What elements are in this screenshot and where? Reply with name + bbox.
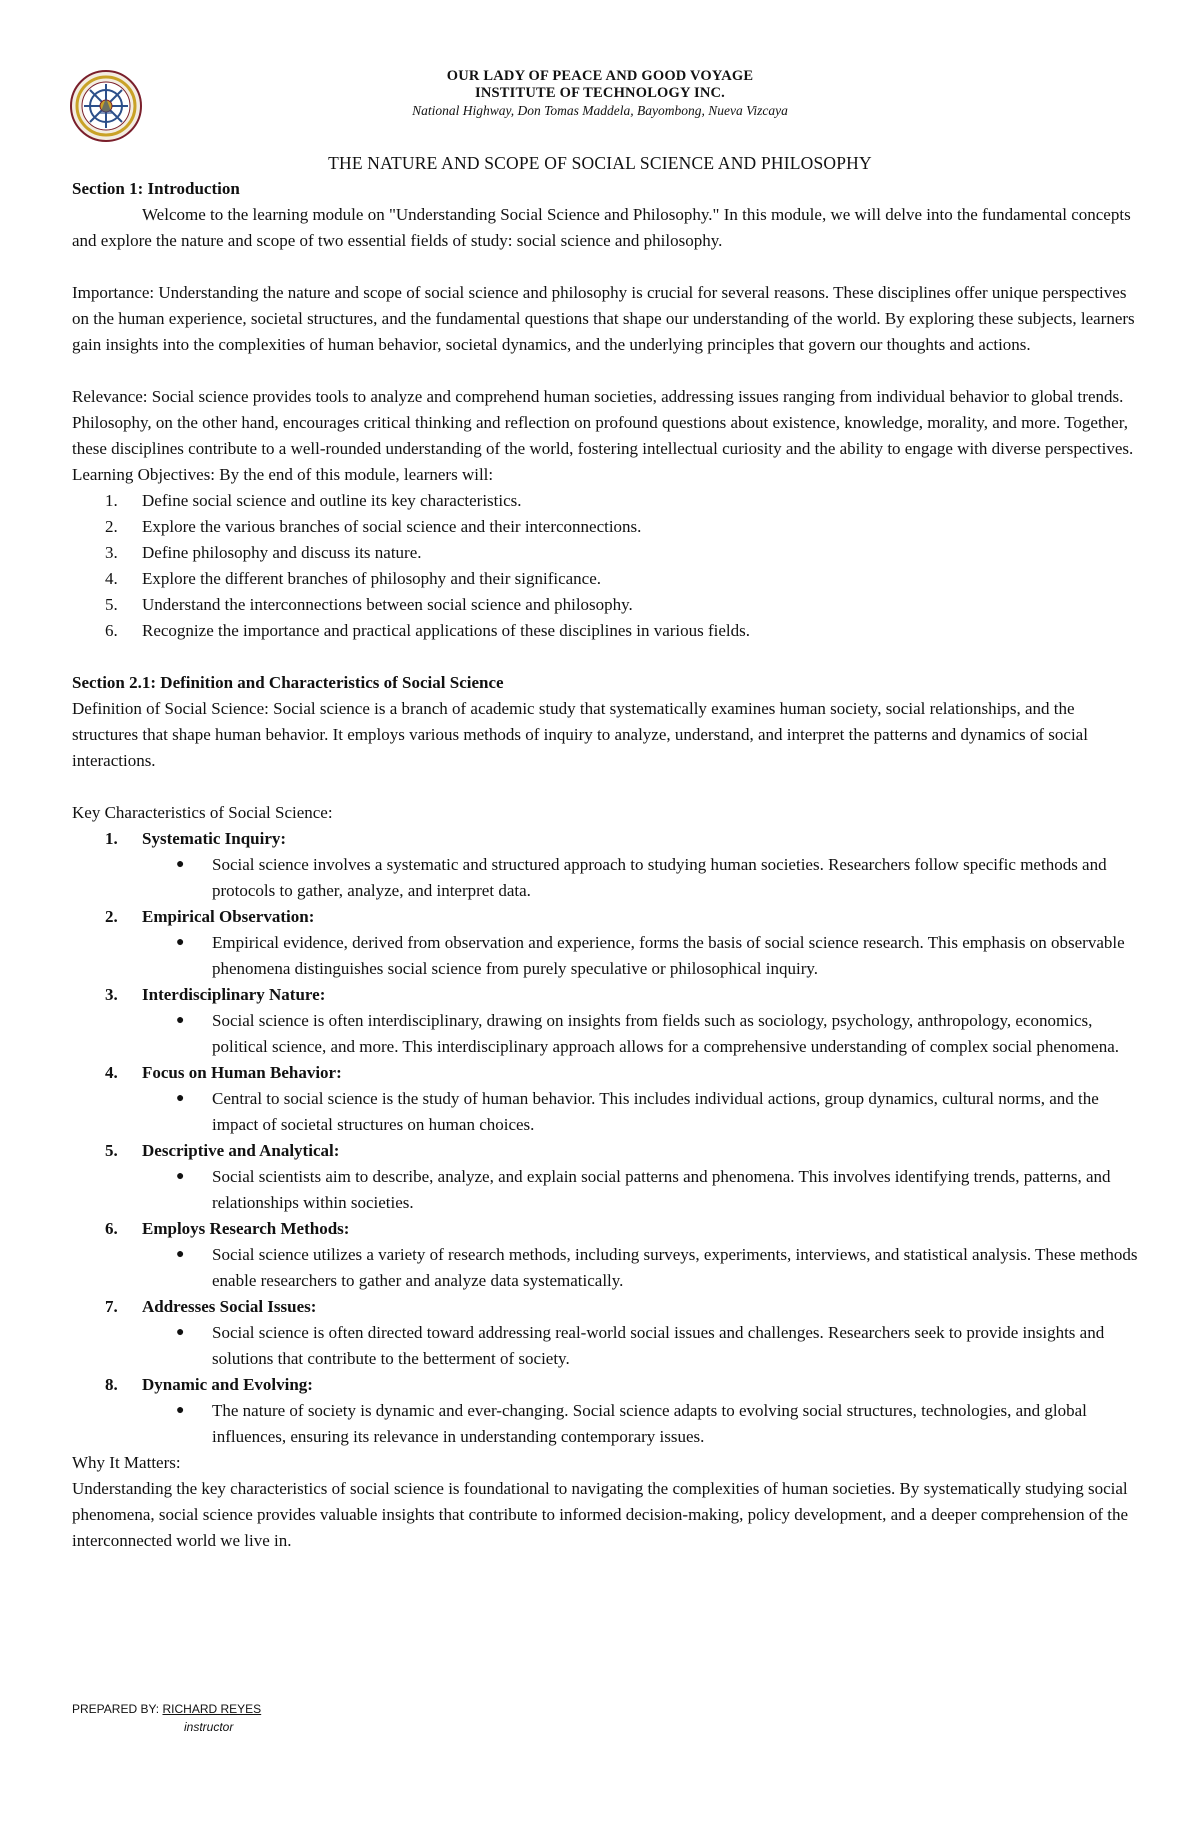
why-it-matters-heading: Why It Matters: <box>72 1453 181 1472</box>
definition-paragraph: Definition of Social Science: Social science is a branch of academic study that systematically examines human society, social relationships, and the structures that shape human behavior. It employs various methods of inquiry to analyze, understand, and interpret the patterns and dynamics of social interactions. <box>72 699 1088 770</box>
school-seal-icon <box>70 70 142 142</box>
bullet-dot-icon: ● <box>176 857 185 872</box>
characteristic-bullet: ● Social science utilizes a variety of research methods, including surveys, experiments, interviews, and statistical analysis. These methods enable researchers to gather and analyze data systematically. <box>72 1242 1142 1294</box>
key-characteristics-intro: Key Characteristics of Social Science: <box>72 803 333 822</box>
characteristic-bullet: ● Social science is often interdisciplinary, drawing on insights from fields such as sociology, psychology, anthropology, economics, political science, and more. This interdisciplinary approach allows for a comprehensive understanding of complex social phenomena. <box>72 1008 1142 1060</box>
characteristic-title: 3. Interdisciplinary Nature: <box>105 985 326 1004</box>
characteristic-title: 1. Systematic Inquiry: <box>105 829 287 848</box>
bullet-dot-icon: ● <box>176 1013 185 1028</box>
characteristic-title: 7. Addresses Social Issues: <box>105 1297 317 1316</box>
bullet-dot-icon: ● <box>176 1091 185 1106</box>
objectives-list <box>72 488 1142 644</box>
list-item: 5. Understand the interconnections between social science and philosophy. <box>105 595 633 614</box>
characteristic-title: 4. Focus on Human Behavior: <box>105 1063 342 1082</box>
bullet-dot-icon: ● <box>176 1325 185 1340</box>
prepared-by <box>72 1700 261 1718</box>
why-it-matters-paragraph: Understanding the key characteristics of social science is foundational to navigating the complexities of human societies. By systematically studying social phenomena, social science provides valuable insights that contribute to informed decision-making, policy development, and a deeper comprehension of the interconnected world we live in. <box>72 1479 1129 1550</box>
characteristic-bullet: ● The nature of society is dynamic and ever-changing. Social science adapts to evolving social structures, technologies, and global influences, ensuring its relevance in understanding contemporary issues. <box>72 1398 1142 1450</box>
institution-name-line1: OUR LADY OF PEACE AND GOOD VOYAGE <box>446 68 754 84</box>
characteristic-title: 2. Empirical Observation: <box>105 907 315 926</box>
characteristic-title: 8. Dynamic and Evolving: <box>105 1375 313 1394</box>
characteristic-bullet: ● Central to social science is the study of human behavior. This includes individual actions, group dynamics, cultural norms, and the impact of societal structures on human choices. <box>72 1086 1142 1138</box>
characteristic-bullet: ● Social science is often directed toward addressing real-world social issues and challenges. Researchers seek to provide insights and solutions that contribute to the betterment of society. <box>72 1320 1142 1372</box>
relevance-paragraph: Relevance: Social science provides tools to analyze and comprehend human societies, addressing issues ranging from individual behavior to global trends. Philosophy, on the other hand, encourages critical thinking and reflection on profound questions about existence, knowledge, morality, and more. Together, these disciplines contribute to a well-rounded understanding of the world, fostering intellectual curiosity and the ability to engage with diverse perspectives. <box>72 387 1134 458</box>
importance-paragraph: Importance: Understanding the nature and scope of social science and philosophy is crucial for several reasons. These disciplines offer unique perspectives on the human experience, societal structures, and the fundamental questions that shape our understanding of the world. By exploring these subjects, learners gain insights into the complexities of human behavior, societal dynamics, and the underlying principles that govern our thoughts and actions. <box>72 283 1135 354</box>
welcome-paragraph: Welcome to the learning module on "Understanding Social Science and Philosophy." In this module, we will delve into the fundamental concepts and explore the nature and scope of two essential fields of study: social science and philosophy. <box>72 205 1131 250</box>
document-body <box>72 176 1142 1554</box>
characteristics-list <box>72 826 1142 1450</box>
list-item: 1. Define social science and outline its key characteristics. <box>105 491 522 510</box>
preparer-name: RICHARD REYES <box>162 1702 262 1716</box>
institution-address: National Highway, Don Tomas Maddela, Bayombong, Nueva Vizcaya <box>412 103 788 118</box>
characteristic-bullet: ● Social science involves a systematic and structured approach to studying human societies. Researchers follow specific methods and protocols to gather, analyze, and interpret data. <box>72 852 1142 904</box>
bullet-dot-icon: ● <box>176 935 185 950</box>
list-item: 4. Explore the different branches of philosophy and their significance. <box>105 569 602 588</box>
bullet-dot-icon: ● <box>176 1403 185 1418</box>
institution-header <box>250 68 950 120</box>
list-item: 6. Recognize the importance and practical applications of these disciplines in various fields. <box>105 621 751 640</box>
bullet-dot-icon: ● <box>176 1247 185 1262</box>
institution-name-line2: INSTITUTE OF TECHNOLOGY INC. <box>474 85 725 101</box>
characteristic-bullet: ● Empirical evidence, derived from observation and experience, forms the basis of social science research. This emphasis on observable phenomena distinguishes social science from purely speculative or philosophical inquiry. <box>72 930 1142 982</box>
footer <box>72 1700 261 1736</box>
characteristic-title: 5. Descriptive and Analytical: <box>105 1141 340 1160</box>
characteristic-bullet: ● Social scientists aim to describe, analyze, and explain social patterns and phenomena. This involves identifying trends, patterns, and relationships within societies. <box>72 1164 1142 1216</box>
list-item: 3. Define philosophy and discuss its nature. <box>105 543 422 562</box>
section1-heading: Section 1: Introduction <box>72 179 240 198</box>
prepared-by-label: PREPARED BY: <box>72 1702 163 1716</box>
objectives-intro: Learning Objectives: By the end of this module, learners will: <box>72 465 494 484</box>
bullet-dot-icon: ● <box>176 1169 185 1184</box>
list-item: 2. Explore the various branches of social science and their interconnections. <box>105 517 642 536</box>
preparer-role: instructor <box>184 1720 234 1734</box>
document-title: THE NATURE AND SCOPE OF SOCIAL SCIENCE AND PHILOSOPHY <box>328 153 872 173</box>
section21-heading: Section 2.1: Definition and Characteristics of Social Science <box>72 673 504 692</box>
characteristic-title: 6. Employs Research Methods: <box>105 1219 350 1238</box>
